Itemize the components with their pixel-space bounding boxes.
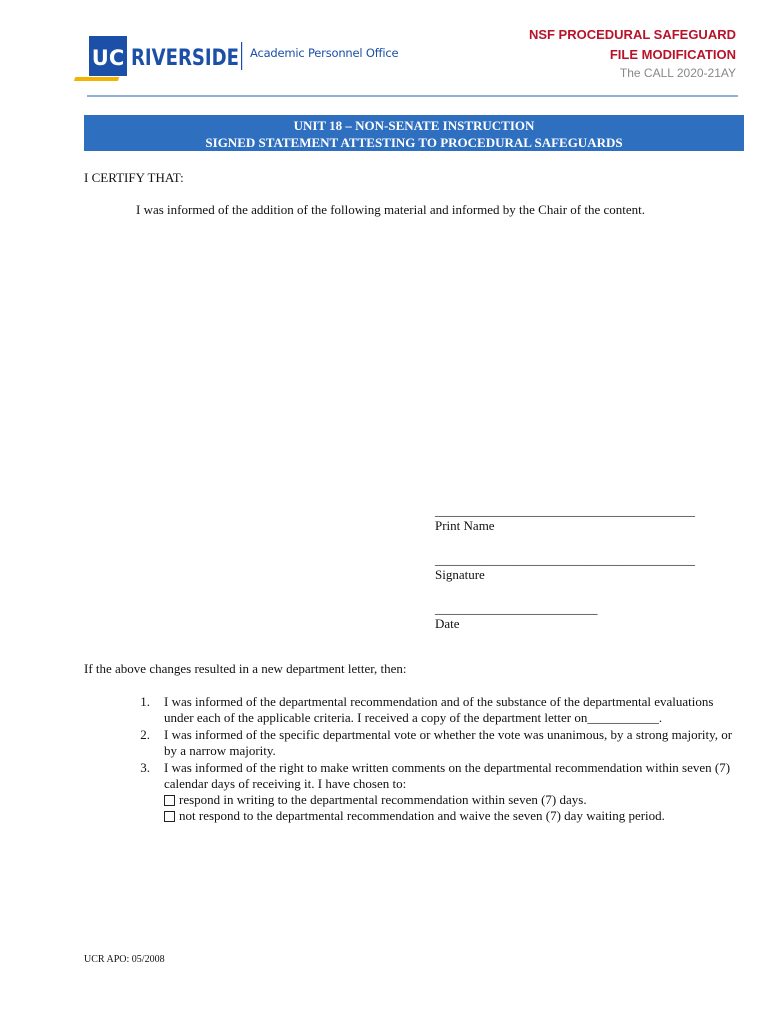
print-name-line[interactable]: ________________________________________ <box>435 503 695 518</box>
option-waive[interactable] <box>164 808 746 824</box>
banner-line1: UNIT 18 – NON-SENATE INSTRUCTION <box>293 118 535 133</box>
document-header <box>529 25 736 82</box>
header-subtitle: The CALL 2020-21AY <box>619 66 736 80</box>
certify-heading: I CERTIFY THAT: <box>84 170 184 185</box>
signature-line[interactable]: ________________________________________ <box>435 552 695 567</box>
header-title-line2: FILE MODIFICATION <box>609 47 736 62</box>
list-item <box>134 727 746 759</box>
changes-list <box>134 694 746 825</box>
footer-revision: UCR APO: 05/2008 <box>84 954 165 965</box>
banner-line2: SIGNED STATEMENT ATTESTING TO PROCEDURAL SAFEGUARDS <box>205 135 623 150</box>
list-item <box>134 760 746 824</box>
option-respond-label: respond in writing to the departmental recommendation within seven (7) days. <box>179 792 587 807</box>
header-divider <box>87 95 738 97</box>
ucr-logo <box>89 34 244 84</box>
list-item-text: I was informed of the specific departmental vote or whether the vote was unanimous, by a strong majority, or by a narrow majority. <box>164 727 733 758</box>
changes-intro: If the above changes resulted in a new department letter, then: <box>84 661 407 676</box>
list-item <box>134 694 746 726</box>
date-line[interactable]: _________________________ <box>435 601 598 616</box>
print-name-label: Print Name <box>435 518 495 533</box>
signature-label: Signature <box>435 567 485 582</box>
option-respond[interactable] <box>164 792 746 808</box>
logo-riverside-text: RIVERSIDE <box>131 46 239 71</box>
logo-uc-text: UC <box>91 46 125 70</box>
title-banner <box>84 115 744 151</box>
logo-office-name: Academic Personnel Office <box>250 46 399 60</box>
waive-checkbox[interactable] <box>164 811 175 822</box>
list-item-number: 2. <box>140 727 150 742</box>
list-item-text: I was informed of the departmental recommendation and of the substance of the departmental evaluations under each of the applicable criteria. I received a copy of the department letter on___________. <box>164 694 714 725</box>
list-item-text: I was informed of the right to make written comments on the departmental recommendation within seven (7) calendar days of receiving it. I have chosen to: <box>164 760 731 791</box>
respond-checkbox[interactable] <box>164 795 175 806</box>
list-item-number: 3. <box>140 760 150 775</box>
option-waive-label: not respond to the departmental recommendation and waive the seven (7) day waiting period. <box>179 808 665 823</box>
date-label: Date <box>435 616 460 631</box>
informed-statement: I was informed of the addition of the following material and informed by the Chair of the content. <box>136 202 646 217</box>
header-title-line1: NSF PROCEDURAL SAFEGUARD <box>528 27 736 42</box>
list-item-number: 1. <box>140 694 150 709</box>
